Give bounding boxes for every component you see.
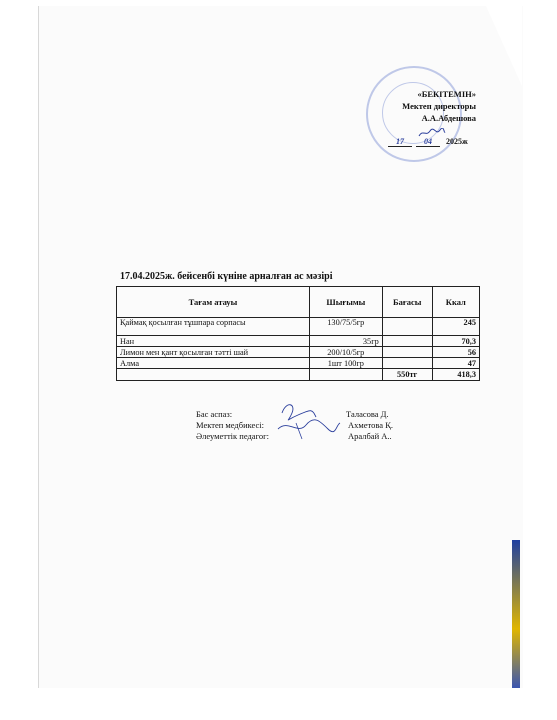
dish-price (382, 336, 432, 347)
dish-yield: 130/75/5гр (309, 318, 382, 336)
header-yield: Шығымы (309, 287, 382, 318)
signature-name: Ахметова Қ. (348, 420, 393, 430)
dish-name: Қаймақ қосылған тұшпара сорпасы (117, 318, 310, 336)
approval-day: 17 (388, 137, 412, 147)
dish-kcal: 70,3 (432, 336, 479, 347)
signature-role: Бас аспаз: (196, 409, 233, 419)
table-row (117, 336, 480, 347)
dish-kcal: 245 (432, 318, 479, 336)
approval-year: 2025ж (446, 137, 468, 146)
approval-date (388, 137, 478, 147)
signature-role: Әлеуметтік педагог: (196, 431, 269, 441)
dish-price (382, 347, 432, 358)
table-total-row (117, 369, 480, 381)
dish-price (382, 358, 432, 369)
dish-name: Лимон мен қант қосылған тәтті шай (117, 347, 310, 358)
menu-title: 17.04.2025ж. бейсенбі күніне арналған ас мәзірі (120, 271, 333, 282)
dish-name: Нан (117, 336, 310, 347)
dish-name: Алма (117, 358, 310, 369)
total-price: 550тг (382, 369, 432, 381)
approval-heading: «БЕКІТЕМІН» (417, 89, 476, 99)
signature-row (196, 431, 406, 442)
dish-kcal: 47 (432, 358, 479, 369)
signatures-block (196, 409, 406, 442)
dish-yield: 1шт 100гр (309, 358, 382, 369)
edge-color-strip (512, 540, 520, 688)
signature-row (196, 409, 406, 420)
signature-row (196, 420, 406, 431)
approval-name: А.А.Абдешова (421, 113, 476, 123)
total-kcal: 418,3 (432, 369, 479, 381)
table-row (117, 318, 480, 336)
approval-role: Мектеп директоры (402, 101, 476, 111)
header-kcal: Ккал (432, 287, 479, 318)
signature-role: Мектеп медбикесі: (196, 420, 265, 430)
table-row (117, 358, 480, 369)
header-price: Бағасы (382, 287, 432, 318)
signature-name: Таласова Д. (346, 409, 389, 419)
signature-name: Аралбай А.. (348, 431, 392, 441)
header-dish-name: Тағам атауы (117, 287, 310, 318)
approval-block (380, 88, 476, 124)
dish-price (382, 318, 432, 336)
table-header-row (117, 287, 480, 318)
approval-month: 04 (416, 137, 440, 147)
dish-yield: 200/10/5гр (309, 347, 382, 358)
dish-kcal: 56 (432, 347, 479, 358)
menu-table (116, 286, 480, 381)
table-row (117, 347, 480, 358)
dish-yield: 35гр (309, 336, 382, 347)
